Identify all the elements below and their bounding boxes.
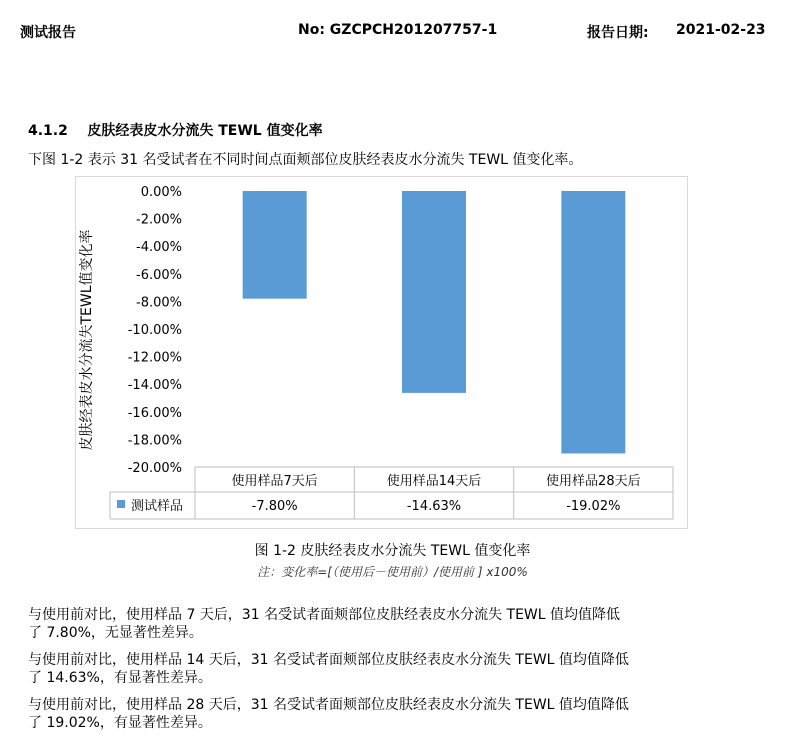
data-table-value: -19.02%: [566, 499, 621, 514]
y-tick-label: -12.00%: [127, 350, 182, 366]
legend-label: 测试样品: [131, 499, 184, 514]
y-tick-label: -6.00%: [136, 267, 182, 283]
y-axis-label: 皮肤经表皮水分流失TEWL值变化率: [79, 229, 95, 451]
data-table-value: -14.63%: [406, 499, 462, 514]
result-line: 了 19.02%，有显著性差异。: [28, 715, 212, 731]
section-number: 4.1.2: [28, 123, 68, 139]
y-tick-label: -20.00%: [127, 461, 182, 476]
result-paragraph-28d: [28, 696, 629, 732]
result-paragraph-14d: [28, 651, 629, 687]
y-tick-label: -8.00%: [136, 295, 182, 311]
result-line: 了 7.80%，无显著性差异。: [28, 625, 203, 641]
result-paragraph-7d: [28, 606, 620, 642]
intro-paragraph: 下图 1-2 表示 31 名受试者在不同时间点面颊部位皮肤经表皮水分流失 TEWL 值变化率。: [28, 152, 583, 168]
section-heading: [28, 120, 323, 140]
y-tick-label: -2.00%: [136, 212, 182, 228]
report-number: No: GZCPCH201207757-1: [298, 22, 498, 38]
x-category-label: 使用样品28天后: [546, 474, 641, 489]
report-header-title: 测试报告: [20, 25, 76, 41]
y-tick-label: -16.00%: [127, 405, 182, 421]
figure-caption: 图 1-2 皮肤经表皮水分流失 TEWL 值变化率: [254, 543, 531, 559]
chart-frame: [75, 176, 688, 529]
x-category-label: 使用样品7天后: [231, 474, 318, 489]
result-line: 了 14.63%，有显著性差异。: [28, 670, 212, 686]
report-date-value: 2021-02-23: [676, 22, 766, 38]
section-title: 皮肤经表皮水分流失 TEWL 值变化率: [87, 123, 323, 139]
result-line: 与使用前对比，使用样品 7 天后，31 名受试者面颊部位皮肤经表皮水分流失 TEWL 值均值降低: [28, 607, 621, 623]
y-tick-label: 0.00%: [140, 185, 182, 200]
figure-note: 注：变化率=[（使用后－使用前）/使用前 ] x100%: [257, 565, 528, 579]
x-category-label: 使用样品14天后: [386, 474, 482, 489]
y-tick-label: -10.00%: [127, 323, 182, 338]
result-line: 与使用前对比，使用样品 14 天后，31 名受试者面颊部位皮肤经表皮水分流失 TEWL 值均值降低: [28, 652, 629, 668]
y-tick-label: -18.00%: [127, 433, 182, 449]
report-date-label: 报告日期:: [587, 25, 649, 41]
y-tick-label: -4.00%: [136, 240, 182, 256]
y-tick-label: -14.00%: [127, 378, 182, 394]
data-table-value: -7.80%: [251, 499, 298, 514]
result-line: 与使用前对比，使用样品 28 天后，31 名受试者面颊部位皮肤经表皮水分流失 TEWL 值均值降低: [28, 697, 629, 713]
